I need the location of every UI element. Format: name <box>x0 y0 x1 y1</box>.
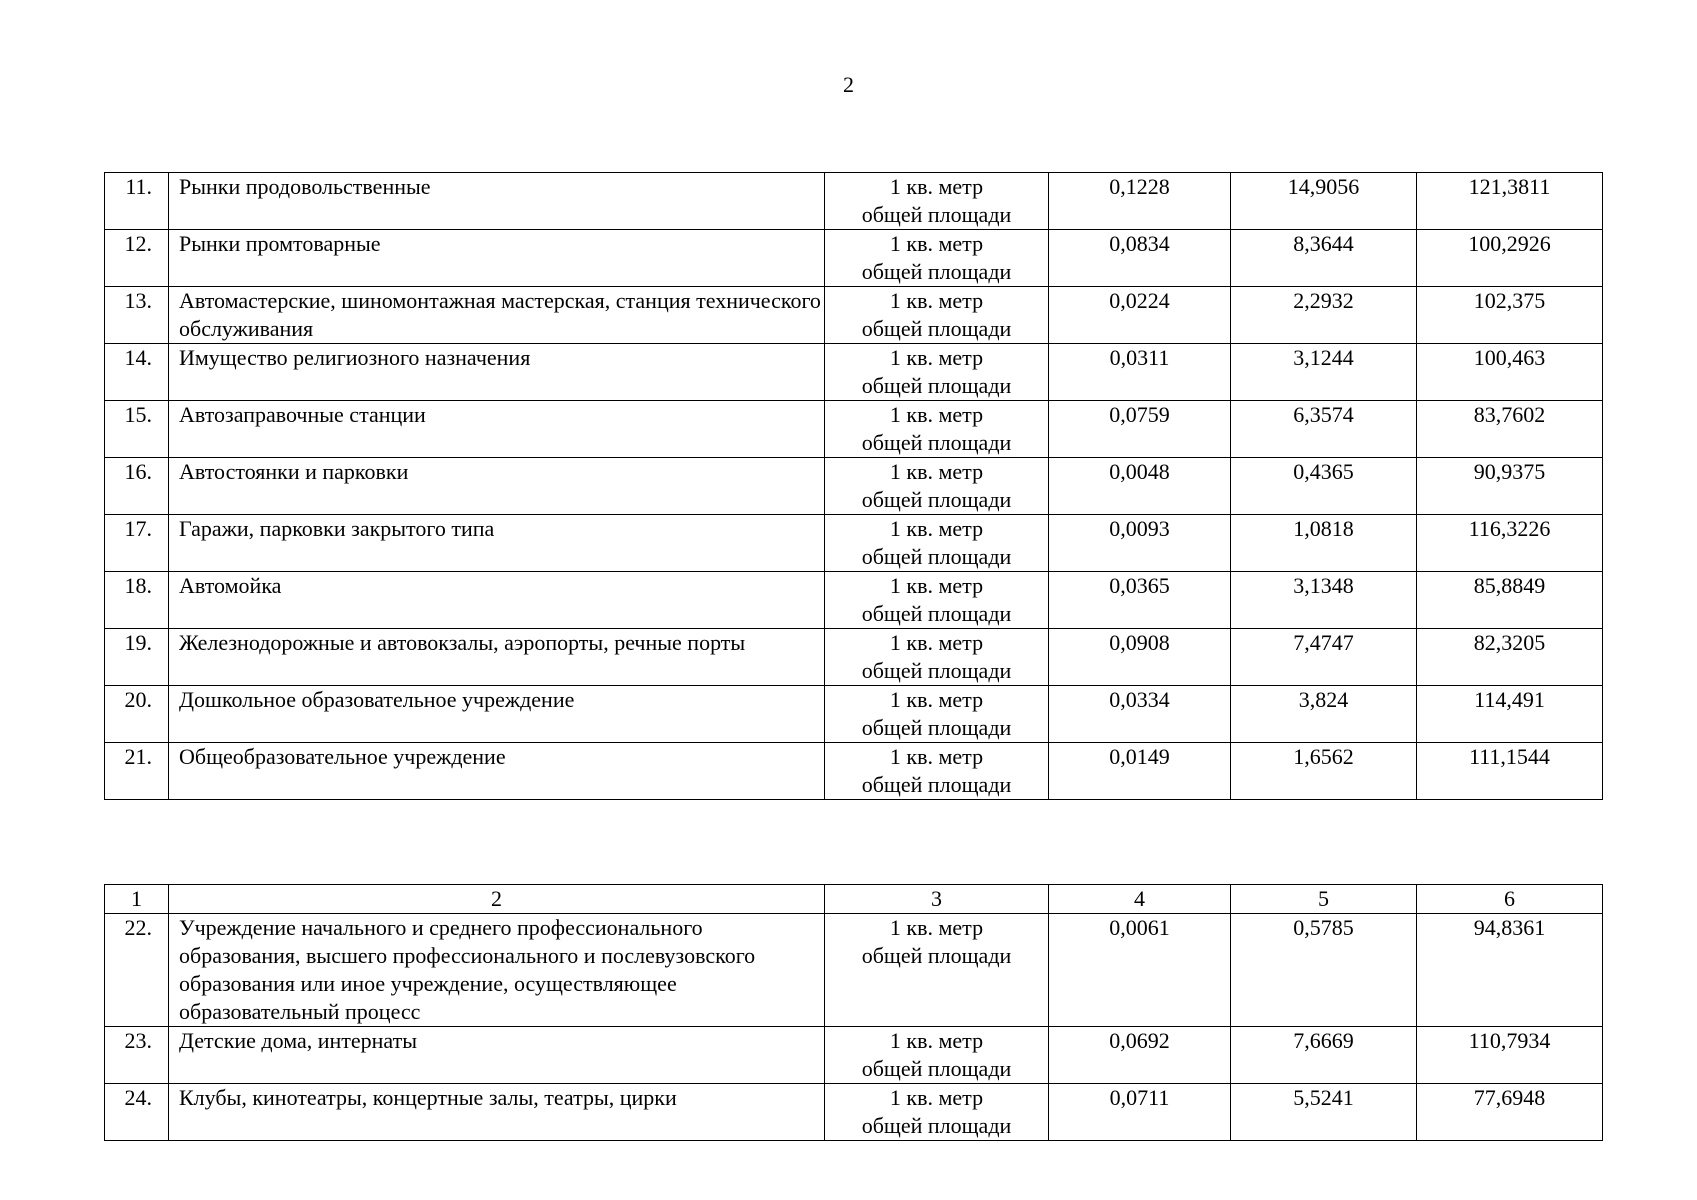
object-name: Учреждение начального и среднего профессионального образования, высшего профессионального и послевузовского образования или иное учреждение, осуществляющее образовательный процесс <box>169 914 825 1027</box>
unit-line-1: 1 кв. метр <box>889 345 984 370</box>
unit-line-1: 1 кв. метр <box>889 402 984 427</box>
value-column-5: 1,6562 <box>1231 743 1417 800</box>
table-row <box>105 287 1603 344</box>
object-name: Автозаправочные станции <box>169 401 825 458</box>
unit-line-1: 1 кв. метр <box>889 915 984 940</box>
value-column-4: 0,1228 <box>1049 173 1231 230</box>
unit-of-measure <box>825 287 1049 344</box>
column-number-header-row <box>105 885 1603 914</box>
unit-line-1: 1 кв. метр <box>889 288 984 313</box>
object-name: Дошкольное образовательное учреждение <box>169 686 825 743</box>
object-name: Рынки промтоварные <box>169 230 825 287</box>
row-number: 18. <box>105 572 169 629</box>
unit-line-2: общей площади <box>861 487 1012 512</box>
value-column-6: 111,1544 <box>1417 743 1603 800</box>
object-name: Железнодорожные и автовокзалы, аэропорты, речные порты <box>169 629 825 686</box>
row-number: 23. <box>105 1027 169 1084</box>
value-column-6: 116,3226 <box>1417 515 1603 572</box>
unit-of-measure <box>825 914 1049 1027</box>
table-row <box>105 1027 1603 1084</box>
unit-of-measure <box>825 515 1049 572</box>
unit-line-2: общей площади <box>861 1113 1012 1138</box>
unit-of-measure <box>825 344 1049 401</box>
table-row <box>105 344 1603 401</box>
unit-line-2: общей площади <box>861 544 1012 569</box>
table-row <box>105 173 1603 230</box>
value-column-5: 14,9056 <box>1231 173 1417 230</box>
value-column-4: 0,0334 <box>1049 686 1231 743</box>
value-column-4: 0,0759 <box>1049 401 1231 458</box>
value-column-5: 7,4747 <box>1231 629 1417 686</box>
row-number: 15. <box>105 401 169 458</box>
value-column-6: 94,8361 <box>1417 914 1603 1027</box>
value-column-5: 5,5241 <box>1231 1084 1417 1141</box>
value-column-5: 6,3574 <box>1231 401 1417 458</box>
unit-line-1: 1 кв. метр <box>889 1028 984 1053</box>
value-column-4: 0,0311 <box>1049 344 1231 401</box>
unit-of-measure <box>825 743 1049 800</box>
row-number: 22. <box>105 914 169 1027</box>
unit-of-measure <box>825 629 1049 686</box>
unit-line-1: 1 кв. метр <box>889 744 984 769</box>
value-column-5: 7,6669 <box>1231 1027 1417 1084</box>
value-column-6: 90,9375 <box>1417 458 1603 515</box>
row-number: 11. <box>105 173 169 230</box>
unit-line-1: 1 кв. метр <box>889 174 984 199</box>
value-column-5: 0,5785 <box>1231 914 1417 1027</box>
value-column-4: 0,0061 <box>1049 914 1231 1027</box>
unit-line-1: 1 кв. метр <box>889 630 984 655</box>
value-column-4: 0,0093 <box>1049 515 1231 572</box>
column-number-header: 3 <box>825 885 1049 914</box>
tariff-table-2-body <box>105 885 1603 1141</box>
table-row <box>105 515 1603 572</box>
unit-line-2: общей площади <box>861 259 1012 284</box>
row-number: 14. <box>105 344 169 401</box>
row-number: 16. <box>105 458 169 515</box>
column-number-header: 2 <box>169 885 825 914</box>
object-name: Автомастерские, шиномонтажная мастерская, станция технического обслуживания <box>169 287 825 344</box>
column-number-header: 1 <box>105 885 169 914</box>
unit-line-1: 1 кв. метр <box>889 687 984 712</box>
value-column-4: 0,0149 <box>1049 743 1231 800</box>
row-number: 24. <box>105 1084 169 1141</box>
row-number: 19. <box>105 629 169 686</box>
value-column-5: 3,1244 <box>1231 344 1417 401</box>
unit-of-measure <box>825 401 1049 458</box>
table-row <box>105 458 1603 515</box>
value-column-6: 100,463 <box>1417 344 1603 401</box>
unit-line-2: общей площади <box>861 373 1012 398</box>
table-row <box>105 743 1603 800</box>
unit-line-1: 1 кв. метр <box>889 459 984 484</box>
table-row <box>105 914 1603 1027</box>
value-column-5: 8,3644 <box>1231 230 1417 287</box>
unit-line-1: 1 кв. метр <box>889 516 984 541</box>
value-column-6: 100,2926 <box>1417 230 1603 287</box>
value-column-4: 0,0365 <box>1049 572 1231 629</box>
unit-of-measure <box>825 572 1049 629</box>
value-column-6: 114,491 <box>1417 686 1603 743</box>
unit-line-2: общей площади <box>861 943 1012 968</box>
object-name: Детские дома, интернаты <box>169 1027 825 1084</box>
table-row <box>105 230 1603 287</box>
row-number: 21. <box>105 743 169 800</box>
object-name: Клубы, кинотеатры, концертные залы, театры, цирки <box>169 1084 825 1141</box>
unit-line-2: общей площади <box>861 601 1012 626</box>
row-number: 12. <box>105 230 169 287</box>
column-number-header: 6 <box>1417 885 1603 914</box>
unit-line-2: общей площади <box>861 1056 1012 1081</box>
unit-of-measure <box>825 686 1049 743</box>
unit-line-1: 1 кв. метр <box>889 573 984 598</box>
unit-line-2: общей площади <box>861 658 1012 683</box>
object-name: Гаражи, парковки закрытого типа <box>169 515 825 572</box>
value-column-6: 85,8849 <box>1417 572 1603 629</box>
value-column-5: 1,0818 <box>1231 515 1417 572</box>
page-number: 2 <box>843 72 854 97</box>
table-row <box>105 1084 1603 1141</box>
value-column-6: 77,6948 <box>1417 1084 1603 1141</box>
value-column-5: 0,4365 <box>1231 458 1417 515</box>
column-number-header: 4 <box>1049 885 1231 914</box>
value-column-4: 0,0048 <box>1049 458 1231 515</box>
value-column-4: 0,0692 <box>1049 1027 1231 1084</box>
unit-line-1: 1 кв. метр <box>889 231 984 256</box>
unit-line-2: общей площади <box>861 772 1012 797</box>
unit-of-measure <box>825 173 1049 230</box>
table-row <box>105 572 1603 629</box>
unit-of-measure <box>825 458 1049 515</box>
unit-of-measure <box>825 1084 1049 1141</box>
unit-line-2: общей площади <box>861 430 1012 455</box>
value-column-5: 3,1348 <box>1231 572 1417 629</box>
value-column-6: 110,7934 <box>1417 1027 1603 1084</box>
row-number: 13. <box>105 287 169 344</box>
object-name: Автостоянки и парковки <box>169 458 825 515</box>
unit-of-measure <box>825 230 1049 287</box>
row-number: 17. <box>105 515 169 572</box>
object-name: Общеобразовательное учреждение <box>169 743 825 800</box>
object-name: Рынки продовольственные <box>169 173 825 230</box>
object-name: Имущество религиозного назначения <box>169 344 825 401</box>
table-row <box>105 629 1603 686</box>
value-column-6: 102,375 <box>1417 287 1603 344</box>
value-column-5: 3,824 <box>1231 686 1417 743</box>
row-number: 20. <box>105 686 169 743</box>
column-number-header: 5 <box>1231 885 1417 914</box>
unit-line-2: общей площади <box>861 715 1012 740</box>
unit-line-2: общей площади <box>861 202 1012 227</box>
tariff-table-1-body <box>105 173 1603 800</box>
table-row <box>105 401 1603 458</box>
value-column-4: 0,0224 <box>1049 287 1231 344</box>
unit-line-1: 1 кв. метр <box>889 1085 984 1110</box>
value-column-6: 82,3205 <box>1417 629 1603 686</box>
tariff-table-2 <box>104 884 1603 1141</box>
unit-of-measure <box>825 1027 1049 1084</box>
object-name: Автомойка <box>169 572 825 629</box>
value-column-5: 2,2932 <box>1231 287 1417 344</box>
value-column-4: 0,0711 <box>1049 1084 1231 1141</box>
tariff-table-1 <box>104 172 1603 800</box>
value-column-6: 83,7602 <box>1417 401 1603 458</box>
value-column-4: 0,0834 <box>1049 230 1231 287</box>
value-column-6: 121,3811 <box>1417 173 1603 230</box>
value-column-4: 0,0908 <box>1049 629 1231 686</box>
unit-line-2: общей площади <box>861 316 1012 341</box>
table-row <box>105 686 1603 743</box>
